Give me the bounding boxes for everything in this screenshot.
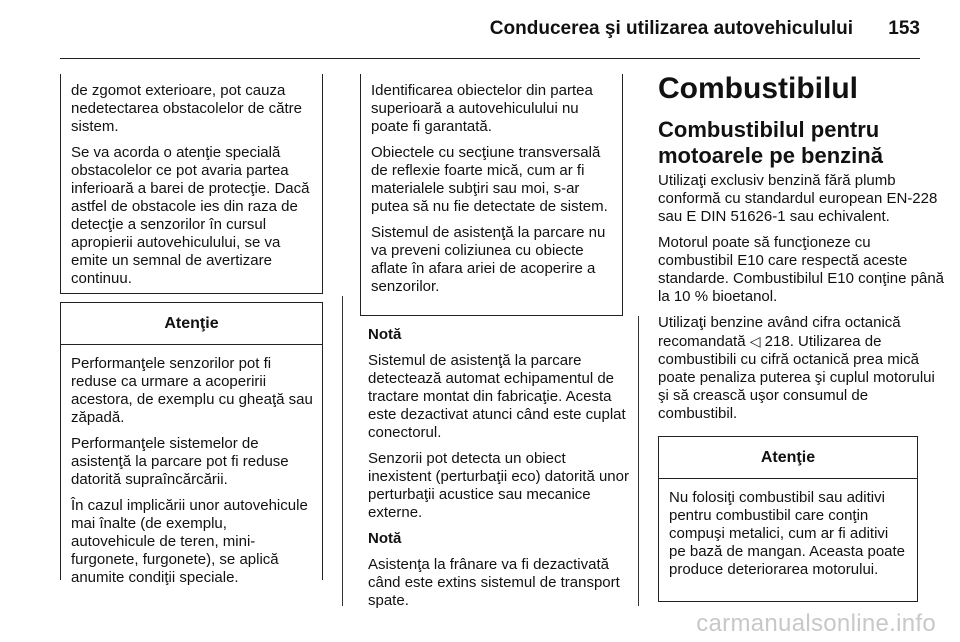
note-block [368, 326, 630, 618]
note-label: Notă [368, 530, 402, 547]
body-paragraph: Utilizaţi benzine având cifra octanică recomandată ◁ 218. Utilizarea de combustibili cu cifră octanică prea mică poate penaliza puterea şi cuplul motorului şi să crească uşor consumul de combustibil. [658, 314, 935, 422]
box-paragraph: Performanţele sistemelor de asistenţă la parcare pot fi reduse datorită supraîncărcării. [71, 435, 289, 488]
box-paragraph: Identificarea obiectelor din partea superioară a autovehiculului nu poate fi garantată. [371, 82, 593, 135]
header-rule [60, 58, 920, 59]
body-paragraph: Utilizaţi exclusiv benzină fără plumb conformă cu standardul european EN-228 sau E DIN 51626-1 sau echivalent. [658, 172, 938, 225]
section-title: Combustibilul [658, 72, 858, 105]
box-paragraph: Nu folosiţi combustibil sau aditivi pentru combustibil care conţin compuşi metalici, cum ar fi aditivi pe bază de mangan. Aceasta poate produce deteriorarea motorului. [669, 489, 906, 578]
chapter-title: Conducerea şi utilizarea autovehiculului [489, 18, 853, 39]
body-paragraph: Motorul poate să funcţioneze cu combustibil E10 care respectă aceste standarde. Combustibilul E10 conţine până la 10 % bioetanol. [658, 234, 945, 305]
watermark: carmanualsonline.info [696, 610, 936, 637]
attention-heading: Atenţie [659, 437, 917, 479]
box-paragraph: În cazul implicării unor autovehicule mai înalte (de exemplu, autovehicule de teren, mini-furgonete, furgonete), se aplică anumite condiţii speciale. [71, 497, 308, 586]
attention-box [60, 302, 323, 586]
subsection-title: Combustibilul pentru motoarele pe benzină [658, 117, 883, 168]
box-paragraph: Sistemul de asistenţă la parcare nu va preveni coliziunea cu obiecte aflate în afara ariei de acoperire a senzorilor. [371, 224, 606, 295]
note-label: Notă [368, 326, 402, 343]
ref-arrow-icon[interactable]: ◁ [749, 333, 761, 349]
body-text [658, 172, 948, 431]
note-paragraph: Senzorii pot detecta un obiect inexistent (perturbaţii eco) datorită unor perturbaţii acustice sau mecanice externe. [368, 450, 629, 521]
column-divider-left [342, 296, 343, 606]
page-number: 153 [888, 18, 920, 39]
attention-heading: Atenţie [61, 303, 322, 345]
box-paragraph: Obiectele cu secţiune transversală de reflexie foarte mică, cum ar fi materialele subţiri sau moi, s-ar putea să nu fie detectate de sistem. [371, 144, 608, 215]
box-paragraph: Performanţele senzorilor pot fi reduse ca urmare a acoperirii acestora, de exemplu cu gheaţă sau zăpadă. [71, 355, 313, 426]
column-divider-right [638, 316, 639, 606]
continued-warning-box [60, 74, 323, 294]
attention-box [658, 436, 918, 602]
note-paragraph: Asistenţa la frânare va fi dezactivată când este extins sistemul de transport spate. [368, 556, 620, 609]
note-paragraph: Sistemul de asistenţă la parcare detectează automat echipamentul de tractare montat din fabricaţie. Acesta este dezactivat atunci când este cuplat conectorul. [368, 352, 626, 441]
box-paragraph: de zgomot exterioare, pot cauza nedetectarea obstacolelor de către sistem. [71, 82, 302, 135]
box-paragraph: Se va acorda o atenţie specială obstacolelor ce pot avaria partea inferioară a barei de protecţie. Dacă astfel de obstacole ies din raza de detecţie a senzorilor în cursul apropierii autovehiculului, se va emite un semnal de avertizare continuu. [71, 144, 310, 287]
continued-warning-box [360, 74, 623, 316]
